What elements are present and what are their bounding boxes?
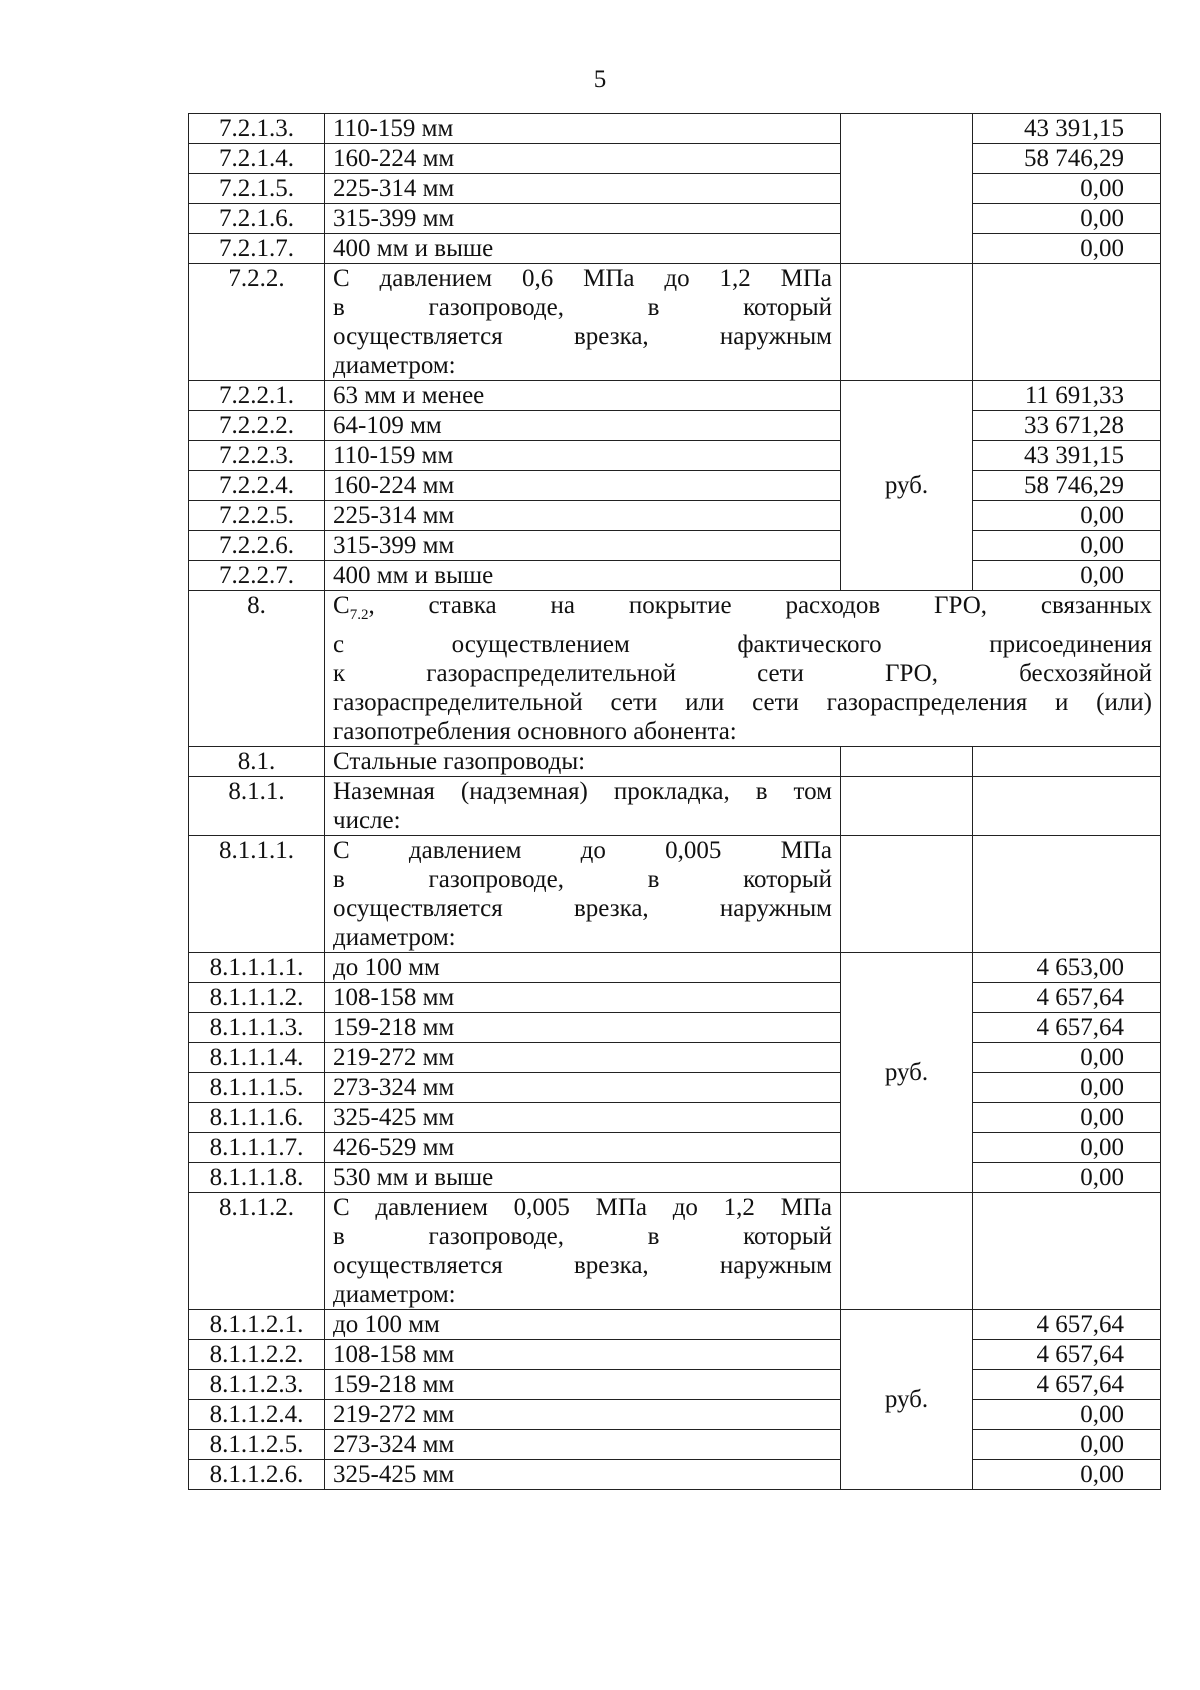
item-description: [325, 1193, 841, 1310]
item-number: 8.1.1.1.6.: [189, 1103, 325, 1133]
description-line: С давлением 0,6 МПа до 1,2 МПа: [333, 265, 832, 292]
item-description: [325, 777, 841, 836]
description-line: диаметром:: [333, 352, 456, 379]
item-value: 0,00: [973, 501, 1161, 531]
item-value: 0,00: [973, 1163, 1161, 1193]
item-number: 8.1.1.2.3.: [189, 1370, 325, 1400]
item-value: 0,00: [973, 204, 1161, 234]
item-value: 0,00: [973, 1133, 1161, 1163]
item-description: 400 мм и выше: [325, 561, 841, 591]
item-value: 0,00: [973, 174, 1161, 204]
description-line: в газопроводе, в который: [333, 866, 832, 893]
item-value: 0,00: [973, 1460, 1161, 1490]
item-number: 8.1.1.1.3.: [189, 1013, 325, 1043]
item-description: 315-399 мм: [325, 204, 841, 234]
table-row: [189, 1163, 1161, 1193]
item-number: 8.1.1.1.5.: [189, 1073, 325, 1103]
description-line: осуществляется врезка, наружным: [333, 1252, 832, 1279]
unit-cell: [841, 1193, 973, 1310]
table-row: [189, 1043, 1161, 1073]
description-line: диаметром:: [333, 924, 456, 951]
description-line: осуществляется врезка, наружным: [333, 895, 832, 922]
item-value: 33 671,28: [973, 411, 1161, 441]
value-cell: [973, 836, 1161, 953]
item-value: 4 653,00: [973, 953, 1161, 983]
item-number: 8.1.1.2.1.: [189, 1310, 325, 1340]
table-row: [189, 1430, 1161, 1460]
item-number: 7.2.2.5.: [189, 501, 325, 531]
item-number: 8.1.1.1.4.: [189, 1043, 325, 1073]
description-line: в газопроводе, в который: [333, 1223, 832, 1250]
item-value: 0,00: [973, 1043, 1161, 1073]
unit-cell: руб.: [841, 1310, 973, 1490]
item-description: 160-224 мм: [325, 144, 841, 174]
value-cell: [973, 747, 1161, 777]
item-value: 0,00: [973, 561, 1161, 591]
table-row: [189, 381, 1161, 411]
table-row: [189, 531, 1161, 561]
subsection-row: [189, 1193, 1161, 1310]
tariff-table-body: [189, 114, 1161, 1490]
item-value: 0,00: [973, 1073, 1161, 1103]
item-value: 58 746,29: [973, 144, 1161, 174]
item-number: 8.1.1.1.: [189, 836, 325, 953]
item-number: 7.2.2.4.: [189, 471, 325, 501]
item-number: 7.2.1.5.: [189, 174, 325, 204]
description-line: осуществляется врезка, наружным: [333, 323, 832, 350]
value-cell: [973, 264, 1161, 381]
description-line: в газопроводе, в который: [333, 294, 832, 321]
table-row: [189, 1133, 1161, 1163]
item-number: 8.1.1.2.5.: [189, 1430, 325, 1460]
description-line: Наземная (надземная) прокладка, в том: [333, 778, 832, 805]
item-description: 426-529 мм: [325, 1133, 841, 1163]
item-description: 110-159 мм: [325, 441, 841, 471]
table-row: [189, 1460, 1161, 1490]
item-number: 7.2.1.7.: [189, 234, 325, 264]
unit-cell: [841, 836, 973, 953]
table-row: [189, 114, 1161, 144]
item-number: 8.1.1.1.2.: [189, 983, 325, 1013]
item-number: 7.2.1.4.: [189, 144, 325, 174]
table-row: [189, 1103, 1161, 1133]
description-line: [333, 591, 1152, 630]
table-row: [189, 561, 1161, 591]
section-description: [325, 591, 1161, 747]
description-line: С давлением до 0,005 МПа: [333, 837, 832, 864]
subsection-row: [189, 777, 1161, 836]
item-number: 8.1.1.2.4.: [189, 1400, 325, 1430]
item-value: 43 391,15: [973, 114, 1161, 144]
subsection-row: [189, 747, 1161, 777]
item-number: 7.2.1.3.: [189, 114, 325, 144]
item-number: 8.1.: [189, 747, 325, 777]
item-description: 225-314 мм: [325, 174, 841, 204]
item-description: 273-324 мм: [325, 1430, 841, 1460]
item-description: 159-218 мм: [325, 1013, 841, 1043]
item-description: 159-218 мм: [325, 1370, 841, 1400]
item-description: Стальные газопроводы:: [325, 747, 841, 777]
item-value: 4 657,64: [973, 983, 1161, 1013]
rate-symbol-subscript: 7.2: [349, 607, 369, 623]
unit-cell: [841, 747, 973, 777]
description-text: , ставка на покрытие расходов ГРО, связанных: [368, 592, 1152, 619]
item-number: 7.2.2.2.: [189, 411, 325, 441]
item-number: 8.1.1.2.2.: [189, 1340, 325, 1370]
item-number: 8.1.1.2.: [189, 1193, 325, 1310]
table-row: [189, 411, 1161, 441]
table-row: [189, 174, 1161, 204]
rate-symbol: C: [333, 592, 350, 619]
item-description: 315-399 мм: [325, 531, 841, 561]
tariff-table: [188, 113, 1161, 1490]
item-number: 8.1.1.: [189, 777, 325, 836]
table-row: [189, 1340, 1161, 1370]
table-row: [189, 953, 1161, 983]
item-number: 7.2.2.6.: [189, 531, 325, 561]
item-number: 8.1.1.2.6.: [189, 1460, 325, 1490]
table-row: [189, 501, 1161, 531]
subsection-row: [189, 264, 1161, 381]
item-value: 4 657,64: [973, 1310, 1161, 1340]
value-cell: [973, 1193, 1161, 1310]
item-value: 0,00: [973, 531, 1161, 561]
item-number: 7.2.2.: [189, 264, 325, 381]
item-value: 0,00: [973, 1400, 1161, 1430]
item-description: 64-109 мм: [325, 411, 841, 441]
table-row: [189, 1073, 1161, 1103]
item-description: 160-224 мм: [325, 471, 841, 501]
item-value: 0,00: [973, 1103, 1161, 1133]
item-value: 11 691,33: [973, 381, 1161, 411]
description-line: газопотребления основного абонента:: [333, 718, 737, 745]
item-description: 325-425 мм: [325, 1460, 841, 1490]
table-row: [189, 1400, 1161, 1430]
table-row: [189, 471, 1161, 501]
table-row: [189, 1370, 1161, 1400]
section-row: [189, 591, 1161, 747]
description-line: диаметром:: [333, 1281, 456, 1308]
item-description: до 100 мм: [325, 1310, 841, 1340]
item-description: 63 мм и менее: [325, 381, 841, 411]
item-number: 8.1.1.1.1.: [189, 953, 325, 983]
table-row: [189, 441, 1161, 471]
table-row: [189, 1013, 1161, 1043]
subsection-row: [189, 836, 1161, 953]
item-number: 7.2.2.1.: [189, 381, 325, 411]
item-number: 7.2.2.3.: [189, 441, 325, 471]
item-number: 8.: [189, 591, 325, 747]
item-value: 4 657,64: [973, 1013, 1161, 1043]
item-number: 7.2.2.7.: [189, 561, 325, 591]
item-description: 110-159 мм: [325, 114, 841, 144]
item-description: 400 мм и выше: [325, 234, 841, 264]
unit-cell: [841, 114, 973, 264]
item-description: 273-324 мм: [325, 1073, 841, 1103]
item-value: 0,00: [973, 1430, 1161, 1460]
item-value: 43 391,15: [973, 441, 1161, 471]
item-description: [325, 836, 841, 953]
item-description: 530 мм и выше: [325, 1163, 841, 1193]
description-line: к газораспределительной сети ГРО, бесхозяйной: [333, 660, 1152, 687]
item-number: 8.1.1.1.7.: [189, 1133, 325, 1163]
table-row: [189, 234, 1161, 264]
item-description: 108-158 мм: [325, 983, 841, 1013]
item-value: 4 657,64: [973, 1340, 1161, 1370]
value-cell: [973, 777, 1161, 836]
item-description: 108-158 мм: [325, 1340, 841, 1370]
page-number: 5: [593, 66, 607, 93]
description-line: с осуществлением фактического присоединения: [333, 631, 1152, 658]
item-value: 4 657,64: [973, 1370, 1161, 1400]
description-line: С давлением 0,005 МПа до 1,2 МПа: [333, 1194, 832, 1221]
item-description: до 100 мм: [325, 953, 841, 983]
item-number: 7.2.1.6.: [189, 204, 325, 234]
item-value: 0,00: [973, 234, 1161, 264]
description-line: числе:: [333, 807, 401, 834]
item-number: 8.1.1.1.8.: [189, 1163, 325, 1193]
item-description: 219-272 мм: [325, 1043, 841, 1073]
table-row: [189, 1310, 1161, 1340]
unit-cell: руб.: [841, 381, 973, 591]
description-line: газораспределительной сети или сети газораспределения и (или): [333, 689, 1152, 716]
table-row: [189, 983, 1161, 1013]
item-value: 58 746,29: [973, 471, 1161, 501]
item-description: 325-425 мм: [325, 1103, 841, 1133]
unit-cell: [841, 777, 973, 836]
item-description: 225-314 мм: [325, 501, 841, 531]
item-description: 219-272 мм: [325, 1400, 841, 1430]
unit-cell: руб.: [841, 953, 973, 1193]
table-row: [189, 144, 1161, 174]
unit-cell: [841, 264, 973, 381]
table-row: [189, 204, 1161, 234]
item-description: [325, 264, 841, 381]
